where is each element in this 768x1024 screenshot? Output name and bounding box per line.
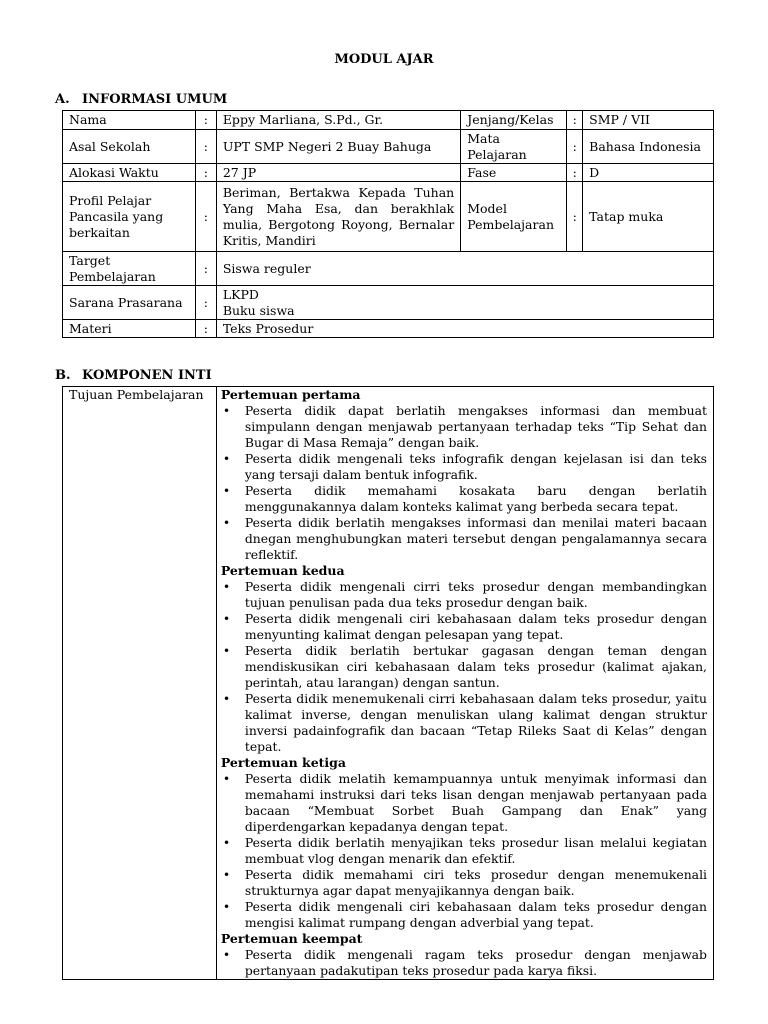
core-components-table	[62, 386, 714, 980]
meeting-title: Pertemuan pertama	[220, 387, 361, 402]
bullet-icon: •	[222, 483, 231, 498]
colon: :	[195, 320, 216, 338]
table-row	[63, 182, 714, 252]
colon: :	[195, 130, 216, 164]
meeting-title: Pertemuan ketiga	[220, 755, 347, 770]
goal-list	[221, 579, 707, 755]
mata-pelajaran-value: Bahasa Indonesia	[583, 130, 714, 164]
materi-label: Materi	[63, 320, 196, 338]
section-b-letter: B.	[55, 368, 71, 383]
jenjang-label: Jenjang/Kelas	[461, 111, 567, 130]
goal-text: Peserta didik mengenali cirri teks prosedur dengan membandingkan tujuan penulisan pada dua teks prosedur dengan baik.	[244, 579, 707, 610]
table-row	[63, 164, 714, 182]
section-a-heading	[55, 92, 227, 107]
goal-text: Peserta didik berlatih mengakses informasi dan menilai materi bacaan dnegan menghubungkan materi tersebut dengan pengalamannya secara reflektif.	[244, 515, 707, 562]
bullet-icon: •	[222, 579, 231, 594]
list-item	[221, 771, 707, 835]
alokasi-waktu-label: Alokasi Waktu	[63, 164, 196, 182]
sarana-item: LKPD	[222, 286, 259, 302]
sarana-prasarana-value	[216, 286, 713, 320]
list-item	[221, 691, 707, 755]
list-item	[221, 867, 707, 899]
list-item	[221, 611, 707, 643]
colon: :	[567, 182, 583, 252]
alokasi-waktu-value: 27 JP	[216, 164, 460, 182]
colon: :	[567, 130, 583, 164]
asal-sekolah-label: Asal Sekolah	[63, 130, 196, 164]
nama-value: Eppy Marliana, S.Pd., Gr.	[216, 111, 460, 130]
target-pembelajaran-value: Siswa reguler	[216, 252, 713, 286]
learning-goals-cell	[216, 387, 713, 980]
section-a-title: INFORMASI UMUM	[82, 92, 228, 107]
tujuan-pembelajaran-label: Tujuan Pembelajaran	[63, 387, 217, 980]
table-row	[63, 286, 714, 320]
goal-text: Peserta didik berlatih bertukar gagasan dengan teman dengan mendiskusikan ciri kebahasaan dalam teks prosedur (kalimat ajakan, perintah, atau larangan) dengan santun.	[244, 643, 707, 690]
colon: :	[195, 252, 216, 286]
list-item	[221, 515, 707, 563]
table-row	[63, 130, 714, 164]
bullet-icon: •	[222, 515, 231, 530]
list-item	[221, 451, 707, 483]
profil-pelajar-value: Beriman, Bertakwa Kepada Tuhan Yang Maha Esa, dan berakhlak mulia, Bergotong Royong, Bernalar Kritis, Mandiri	[216, 182, 460, 252]
nama-label: Nama	[63, 111, 196, 130]
section-b-heading	[55, 368, 212, 383]
bullet-icon: •	[222, 403, 231, 418]
list-item	[221, 579, 707, 611]
fase-value: D	[583, 164, 714, 182]
colon: :	[567, 164, 583, 182]
colon: :	[195, 111, 216, 130]
section-a-letter: A.	[55, 92, 70, 107]
bullet-icon: •	[222, 835, 231, 850]
meeting-title: Pertemuan kedua	[220, 563, 345, 578]
goal-list	[221, 771, 707, 931]
meetings-list	[221, 387, 707, 979]
jenjang-value: SMP / VII	[583, 111, 714, 130]
target-pembelajaran-label: Target Pembelajaran	[63, 252, 196, 286]
sarana-item: Buku siswa	[222, 302, 295, 318]
general-info-table	[62, 110, 714, 338]
colon: :	[195, 164, 216, 182]
asal-sekolah-value: UPT SMP Negeri 2 Buay Bahuga	[216, 130, 460, 164]
bullet-icon: •	[222, 867, 231, 882]
colon: :	[195, 182, 216, 252]
table-row	[63, 111, 714, 130]
list-item	[221, 899, 707, 931]
section-b-title: KOMPONEN INTI	[82, 368, 212, 383]
document-title: MODUL AJAR	[334, 52, 434, 67]
list-item	[221, 483, 707, 515]
goal-text: Peserta didik dapat berlatih mengakses informasi dan membuat simpulann dengan menjawab pertanyaan terhadap teks “Tip Sehat dan Bugar di Masa Remaja” dengan baik.	[244, 403, 707, 450]
list-item	[221, 643, 707, 691]
bullet-icon: •	[222, 771, 231, 786]
goal-list	[221, 947, 707, 979]
table-row	[63, 320, 714, 338]
goal-text: Peserta didik mengenali ciri kebahasaan dalam teks prosedur dengan menyunting kalimat dengan pelesapan yang tepat.	[244, 611, 707, 642]
model-pembelajaran-label: Model Pembelajaran	[461, 182, 567, 252]
fase-label: Fase	[461, 164, 567, 182]
bullet-icon: •	[222, 643, 231, 658]
sarana-prasarana-label: Sarana Prasarana	[63, 286, 196, 320]
materi-value: Teks Prosedur	[216, 320, 713, 338]
colon: :	[195, 286, 216, 320]
bullet-icon: •	[222, 691, 231, 706]
list-item	[221, 835, 707, 867]
colon: :	[567, 111, 583, 130]
goal-text: Peserta didik mengenali ragam teks prosedur dengan menjawab pertanyaan padakutipan teks prosedur pada karya fiksi.	[244, 947, 707, 978]
goal-text: Peserta didik melatih kemampuannya untuk menyimak informasi dan memahami instruksi dari teks lisan dengan menjawab pertanyaan pada bacaan “Membuat Sorbet Buah Gampang dan Enak” yang diperdengarkan kepadanya dengan tepat.	[244, 771, 707, 834]
profil-pelajar-label: Profil Pelajar Pancasila yang berkaitan	[63, 182, 196, 252]
list-item	[221, 403, 707, 451]
table-row	[63, 387, 714, 980]
goal-text: Peserta didik memahami kosakata baru dengan berlatih menggunakannya dalam konteks kalimat yang berbeda secara tepat.	[244, 483, 707, 514]
table-row	[63, 252, 714, 286]
bullet-icon: •	[222, 899, 231, 914]
list-item	[221, 947, 707, 979]
goal-text: Peserta didik menemukenali cirri kebahasaan dalam teks prosedur, yaitu kalimat inverse, dengan menuliskan ulang kalimat dengan struktur inversi padainfografik dan bacaan “Tetap Rileks Saat di Kelas” dengan tepat.	[244, 691, 707, 754]
goal-text: Peserta didik mengenali ciri kebahasaan dalam teks prosedur dengan mengisi kalimat rumpang dengan adverbial yang tepat.	[244, 899, 707, 930]
bullet-icon: •	[222, 947, 231, 962]
mata-pelajaran-label: Mata Pelajaran	[461, 130, 567, 164]
goal-text: Peserta didik berlatih menyajikan teks prosedur lisan melalui kegiatan membuat vlog dengan menarik dan efektif.	[244, 835, 707, 866]
bullet-icon: •	[222, 611, 231, 626]
goal-text: Peserta didik mengenali teks infografik dengan kejelasan isi dan teks yang tersaji dalam bentuk infografik.	[244, 451, 707, 482]
goal-text: Peserta didik memahami ciri teks prosedur dengan menemukenali strukturnya agar dapat menyajikannya dengan baik.	[244, 867, 707, 898]
bullet-icon: •	[222, 451, 231, 466]
goal-list	[221, 403, 707, 563]
model-pembelajaran-value: Tatap muka	[583, 182, 714, 252]
meeting-title: Pertemuan keempat	[220, 931, 363, 946]
